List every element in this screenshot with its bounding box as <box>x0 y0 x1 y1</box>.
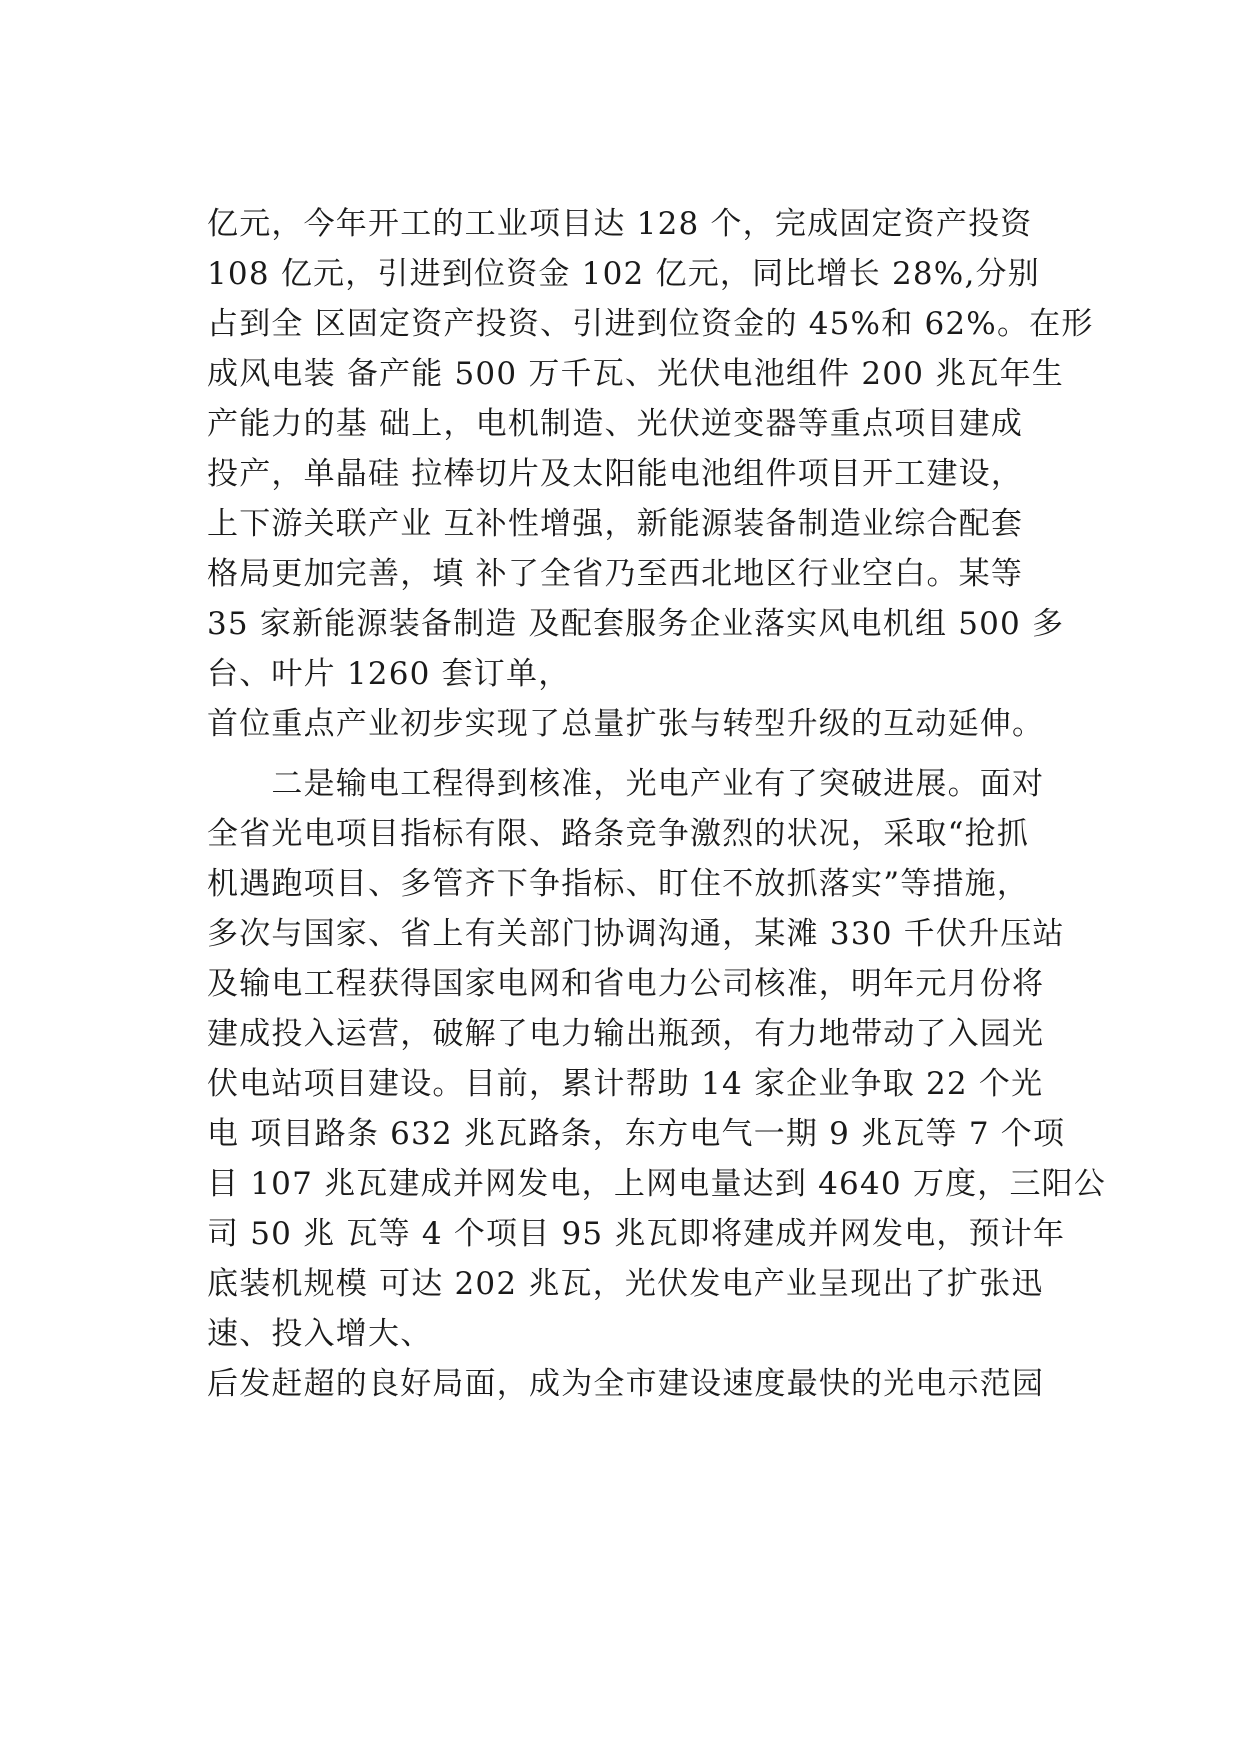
text-line: 二是输电工程得到核准，光电产业有了突破进展。面对 <box>207 766 1045 802</box>
text-line: 后发赶超的良好局面，成为全市建设速度最快的光电示范园 <box>207 1366 1045 1402</box>
text-line: 投产，单晶硅 拉棒切片及太阳能电池组件项目开工建设， <box>207 456 1024 492</box>
text-line: 建成投入运营，破解了电力输出瓶颈，有力地带动了入园光 <box>207 1016 1045 1052</box>
text-line: 电 项目路条 632 兆瓦路条，东方电气一期 9 兆瓦等 7 个项 <box>207 1116 1066 1152</box>
text-line: 底装机规模 可达 202 兆瓦，光伏发电产业呈现出了扩张迅 <box>207 1266 1044 1302</box>
text-line: 亿元，今年开工的工业项目达 128 个，完成固定资产投资 <box>207 206 1033 242</box>
text-line: 速、投入增大、 <box>207 1316 433 1352</box>
text-line: 占到全 区固定资产投资、引进到位资金的 45%和 62%。在形 <box>207 306 1094 342</box>
text-line: 首位重点产业初步实现了总量扩张与转型升级的互动延伸。 <box>207 706 1045 742</box>
text-line: 机遇跑项目、多管齐下争指标、盯住不放抓落实”等措施， <box>207 866 1030 902</box>
text-line: 108 亿元，引进到位资金 102 亿元，同比增长 28%,分别 <box>207 256 1040 292</box>
text-line: 成风电装 备产能 500 万千瓦、光伏电池组件 200 兆瓦年生 <box>207 356 1065 392</box>
text-line: 格局更加完善，填 补了全省乃至西北地区行业空白。某等 <box>207 556 1024 592</box>
text-line: 上下游关联产业 互补性增强，新能源装备制造业综合配套 <box>207 506 1024 542</box>
text-line: 目 107 兆瓦建成并网发电，上网电量达到 4640 万度，三阳公 <box>207 1166 1107 1202</box>
text-line: 台、叶片 1260 套订单， <box>207 656 571 692</box>
text-line: 全省光电项目指标有限、路条竞争激烈的状况，采取“抢抓 <box>207 816 1030 852</box>
text-line: 产能力的基 础上，电机制造、光伏逆变器等重点项目建成 <box>207 406 1024 442</box>
text-line: 及输电工程获得国家电网和省电力公司核准，明年元月份将 <box>207 966 1045 1002</box>
text-line: 伏电站项目建设。目前，累计帮助 14 家企业争取 22 个光 <box>207 1066 1044 1102</box>
text-line: 35 家新能源装备制造 及配套服务企业落实风电机组 500 多 <box>207 606 1065 642</box>
text-line: 多次与国家、省上有关部门协调沟通，某滩 330 千伏升压站 <box>207 916 1065 952</box>
text-line: 司 50 兆 瓦等 4 个项目 95 兆瓦即将建成并网发电，预计年 <box>207 1216 1066 1252</box>
